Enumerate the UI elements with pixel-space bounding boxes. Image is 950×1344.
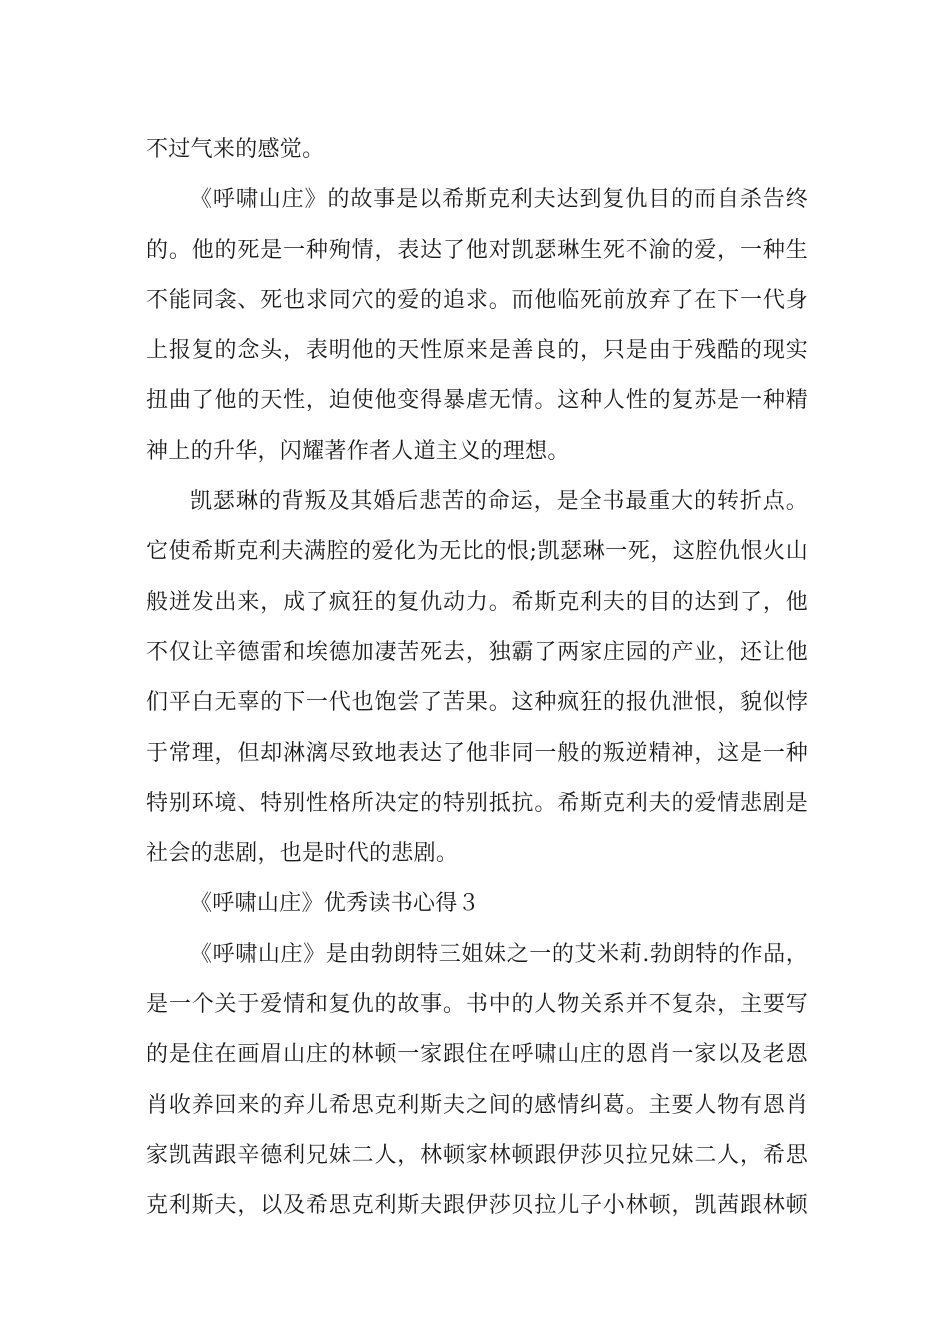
text-line: 的。他的死是一种殉情，表达了他对凯瑟琳生死不渝的爱，一种生 bbox=[146, 237, 808, 263]
text-line: 神上的升华，闪耀著作者人道主义的理想。 bbox=[146, 438, 570, 464]
text-line: 上报复的念头，表明他的天性原来是善良的，只是由于残酷的现实 bbox=[146, 338, 808, 364]
section-heading: 《呼啸山庄》优秀读书心得３ bbox=[190, 891, 480, 917]
text-line: 们平白无辜的下一代也饱尝了苦果。这种疯狂的报仇泄恨，貌似悖 bbox=[146, 690, 808, 716]
text-line: 于常理，但却淋漓尽致地表达了他非同一般的叛逆精神，这是一种 bbox=[146, 740, 808, 766]
text-line: 克利斯夫，以及希思克利斯夫跟伊莎贝拉儿子小林顿，凯茜跟林顿 bbox=[146, 1193, 808, 1219]
text-line: 不仅让辛德雷和埃德加凄苦死去，独霸了两家庄园的产业，还让他 bbox=[146, 639, 808, 665]
text-line: 家凯茜跟辛德利兄妹二人，林顿家林顿跟伊莎贝拉兄妹二人，希思 bbox=[146, 1142, 808, 1168]
text-line: 般迸发出来，成了疯狂的复仇动力。希斯克利夫的目的达到了，他 bbox=[146, 589, 808, 615]
body-text bbox=[146, 125, 808, 1232]
text-line: 特别环境、特别性格所决定的特别抵抗。希斯克利夫的爱情悲剧是 bbox=[146, 790, 808, 816]
text-line: 肖收养回来的弃儿希思克利斯夫之间的感情纠葛。主要人物有恩肖 bbox=[146, 1092, 808, 1118]
text-line: 凯瑟琳的背叛及其婚后悲苦的命运，是全书最重大的转折点。 bbox=[190, 489, 808, 515]
text-line: 是一个关于爱情和复仇的故事。书中的人物关系并不复杂，主要写 bbox=[146, 992, 808, 1018]
text-line: 的是住在画眉山庄的林顿一家跟住在呼啸山庄的恩肖一家以及老恩 bbox=[146, 1042, 808, 1068]
text-line: 《呼啸山庄》是由勃朗特三姐妹之一的艾米莉.勃朗特的作品， bbox=[190, 941, 808, 967]
text-line: 《呼啸山庄》的故事是以希斯克利夫达到复仇目的而自杀告终 bbox=[190, 187, 808, 213]
text-line: 它使希斯克利夫满腔的爱化为无比的恨;凯瑟琳一死，这腔仇恨火山 bbox=[146, 539, 808, 565]
text-line: 不能同衾、死也求同穴的爱的追求。而他临死前放弃了在下一代身 bbox=[146, 287, 808, 313]
text-line: 扭曲了他的天性，迫使他变得暴虐无情。这种人性的复苏是一种精 bbox=[146, 388, 808, 414]
text-line: 社会的悲剧，也是时代的悲剧。 bbox=[146, 841, 459, 867]
text-line: 不过气来的感觉。 bbox=[146, 137, 325, 162]
